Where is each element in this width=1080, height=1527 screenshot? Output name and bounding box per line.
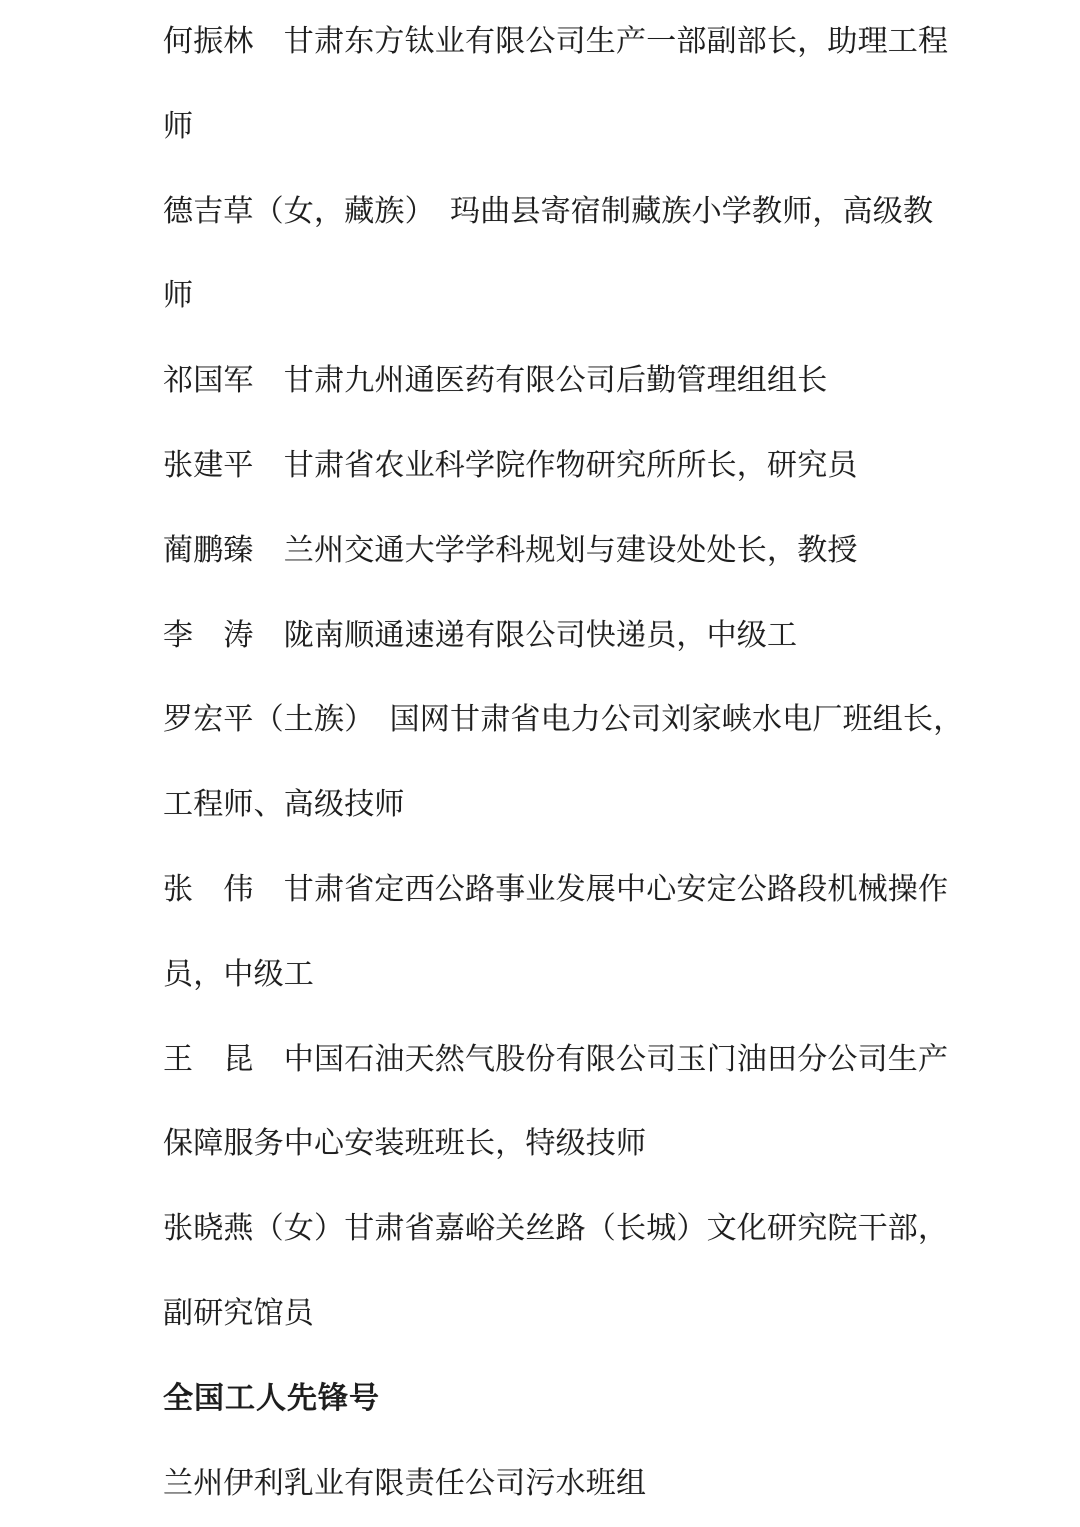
document-line: 张建平 甘肃省农业科学院作物研究所所长，研究员 bbox=[163, 448, 858, 482]
document-line: 罗宏平（土族） 国网甘肃省电力公司刘家峡水电厂班组长， bbox=[163, 703, 964, 737]
document-line: 张晓燕（女）甘肃省嘉峪关丝路（长城）文化研究院干部， bbox=[163, 1212, 949, 1246]
document-line: 副研究馆员 bbox=[163, 1296, 314, 1330]
document-line: 师 bbox=[163, 109, 194, 143]
document-line: 张 伟 甘肃省定西公路事业发展中心安定公路段机械操作 bbox=[163, 872, 949, 906]
document-line: 师 bbox=[163, 279, 194, 313]
document-line: 李 涛 陇南顺通速递有限公司快递员，中级工 bbox=[163, 618, 798, 652]
document-line: 保障服务中心安装班班长，特级技师 bbox=[163, 1127, 647, 1161]
document-line: 蔺鹏臻 兰州交通大学学科规划与建设处处长，教授 bbox=[163, 533, 858, 567]
document-line: 兰州伊利乳业有限责任公司污水班组 bbox=[163, 1466, 647, 1500]
document-line: 何振林 甘肃东方钛业有限公司生产一部副部长，助理工程 bbox=[163, 25, 949, 58]
document-line: 王 昆 中国石油天然气股份有限公司玉门油田分公司生产 bbox=[163, 1042, 949, 1076]
document-line: 员，中级工 bbox=[163, 957, 314, 991]
document-line: 祁国军 甘肃九州通医药有限公司后勤管理组组长 bbox=[163, 364, 828, 398]
document-line: 工程师、高级技师 bbox=[163, 788, 405, 822]
section-heading: 全国工人先锋号 bbox=[163, 1381, 380, 1415]
document-line: 德吉草（女，藏族） 玛曲县寄宿制藏族小学教师，高级教 bbox=[163, 194, 934, 228]
award-list-text-block bbox=[163, 0, 1040, 1526]
